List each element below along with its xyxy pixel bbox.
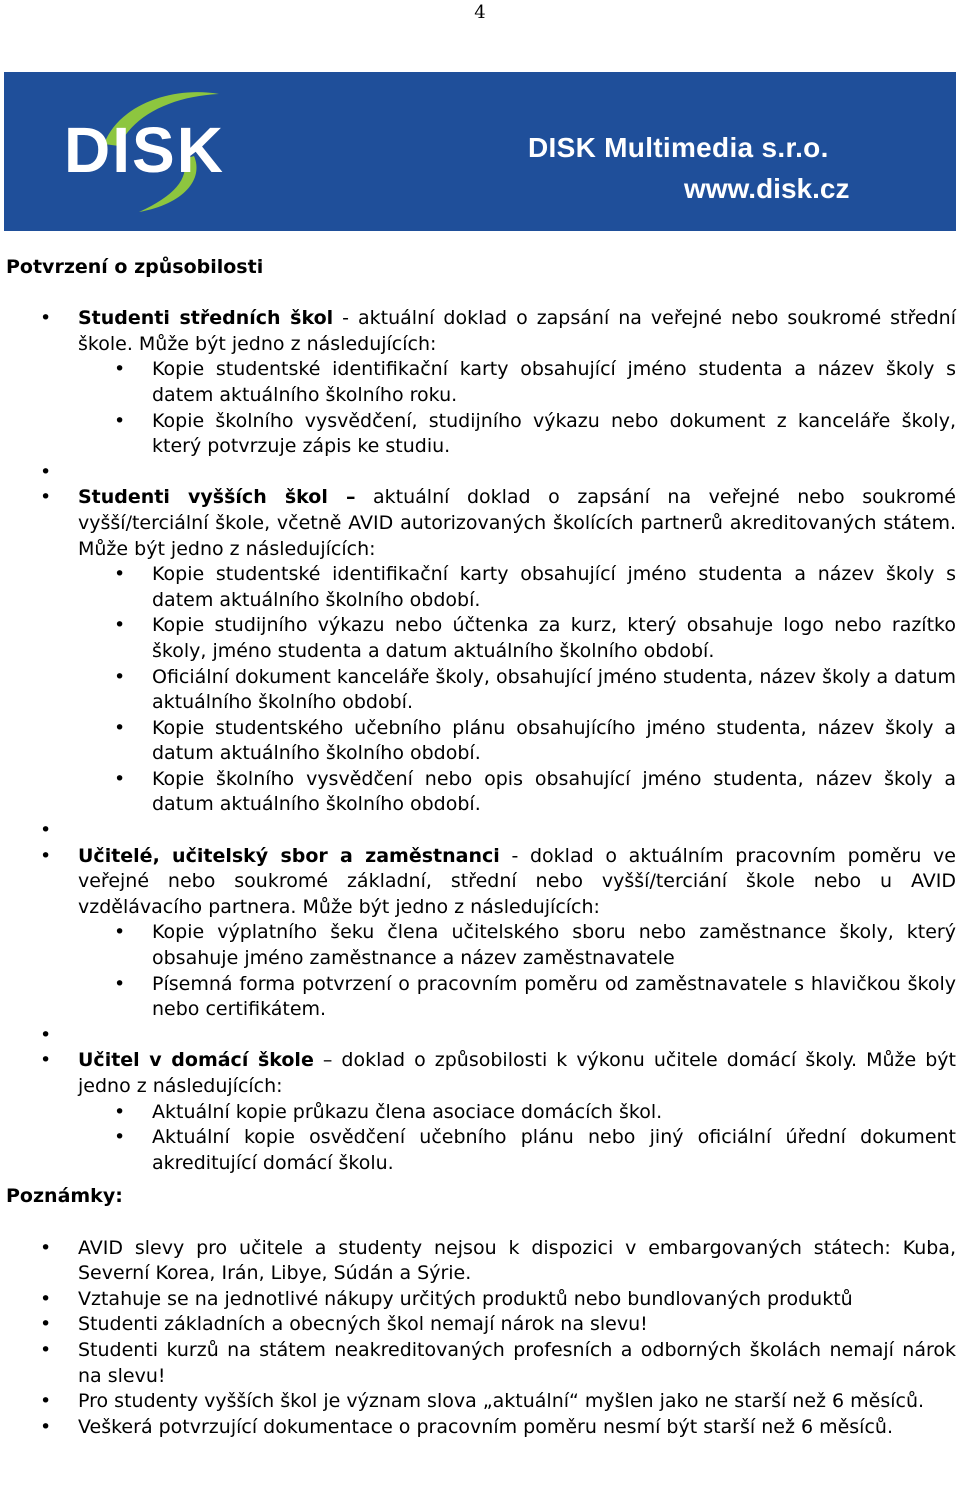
list-item: • Aktuální kopie osvědčení učebního plánu nebo jiný oficiální úřední dokument akreditující domácí školu.: [6, 1125, 956, 1176]
company-website[interactable]: www.disk.cz: [684, 173, 850, 204]
page-number: 4: [474, 2, 486, 23]
list-item: • Kopie školního vysvědčení nebo opis obsahující jméno studenta, název školy a datum aktuálního školního období.: [6, 767, 956, 818]
list-item: • Aktuální kopie průkazu člena asociace domácích škol.: [6, 1100, 956, 1126]
list-item: • Oficiální dokument kanceláře školy, obsahující jméno studenta, název školy a datum aktuálního školního období.: [6, 665, 956, 716]
group-text: - aktuální doklad o zapsání na veřejné nebo soukromé střední škole. Může být jedno z následujících:: [78, 307, 956, 355]
note-item: • Studenti kurzů na státem neakreditovaných profesních a odborných školách nemají nárok na slevu!: [6, 1338, 956, 1389]
document-body: [6, 255, 956, 1440]
eligibility-list: [6, 306, 956, 1176]
group-text: – doklad o způsobilosti k výkonu učitele domácí školy. Může být jedno z následujících:: [78, 1049, 956, 1097]
group-heading: Studenti středních škol: [78, 307, 334, 330]
list-item: • Kopie studentské identifikační karty obsahující jméno studenta a název školy s datem aktuálního školního roku.: [6, 357, 956, 408]
list-item: • Kopie výplatního šeku člena učitelského sboru nebo zaměstnance školy, který obsahuje jméno zaměstnance a název zaměstnavatele: [6, 920, 956, 971]
list-item: • Kopie studijního výkazu nebo účtenka za kurz, který obsahuje logo nebo razítko školy, jméno studenta a datum aktuálního školního období.: [6, 613, 956, 664]
group-heading: Učitel v domácí škole: [78, 1049, 314, 1072]
group-text: aktuální doklad o zapsání na veřejné nebo soukromé vyšší/terciální škole, včetně AVID autorizovaných školících partnerů akreditovaných státem. Může být jedno z následujících:: [78, 486, 956, 560]
eligibility-group: [6, 306, 956, 460]
company-name: DISK Multimedia s.r.o.: [528, 132, 829, 163]
list-item: • Kopie školního vysvědčení, studijního výkazu nebo dokument z kanceláře školy, který potvrzuje zápis ke studiu.: [6, 409, 956, 460]
section-title: Potvrzení o způsobilosti: [6, 256, 264, 278]
company-banner: [4, 72, 956, 231]
logo-text: DISK: [64, 114, 225, 186]
note-item: • Vztahuje se na jednotlivé nákupy určitých produktů nebo bundlovaných produktů: [6, 1287, 956, 1313]
list-item: • Kopie studentské identifikační karty obsahující jméno studenta a název školy s datem aktuálního školního období.: [6, 562, 956, 613]
list-item: • Kopie studentského učebního plánu obsahujícího jméno studenta, název školy a datum aktuálního školního období.: [6, 716, 956, 767]
group-heading: Učitelé, učitelský sbor a zaměstnanci: [78, 844, 500, 867]
note-item: • Studenti základních a obecných škol nemají nárok na slevu!: [6, 1312, 956, 1338]
eligibility-group: [6, 1048, 956, 1176]
note-item: • Pro studenty vyšších škol je význam slova „aktuální“ myšlen jako ne starší než 6 měsíců.: [6, 1389, 956, 1415]
notes-list: [6, 1236, 956, 1441]
group-text: - doklad o aktuálním pracovním poměru ve veřejné nebo soukromé základní, střední nebo vyšší/terciání škole nebo u AVID vzdělávacího partnera. Může být jedno z následujících:: [78, 844, 956, 918]
note-item: • Veškerá potvrzující dokumentace o pracovním poměru nesmí být starší než 6 měsíců.: [6, 1415, 956, 1441]
group-heading: Studenti vyšších škol –: [78, 486, 356, 509]
eligibility-group: [6, 844, 956, 1023]
eligibility-group: [6, 485, 956, 818]
notes-title: Poznámky:: [6, 1185, 123, 1208]
list-item: • Písemná forma potvrzení o pracovním poměru od zaměstnavatele s hlavičkou školy nebo certifikátem.: [6, 972, 956, 1023]
disk-logo-icon: [44, 84, 284, 219]
note-item: • AVID slevy pro učitele a studenty nejsou k dispozici v embargovaných státech: Kuba, Severní Korea, Irán, Libye, Súdán a Sýrie.: [6, 1236, 956, 1287]
